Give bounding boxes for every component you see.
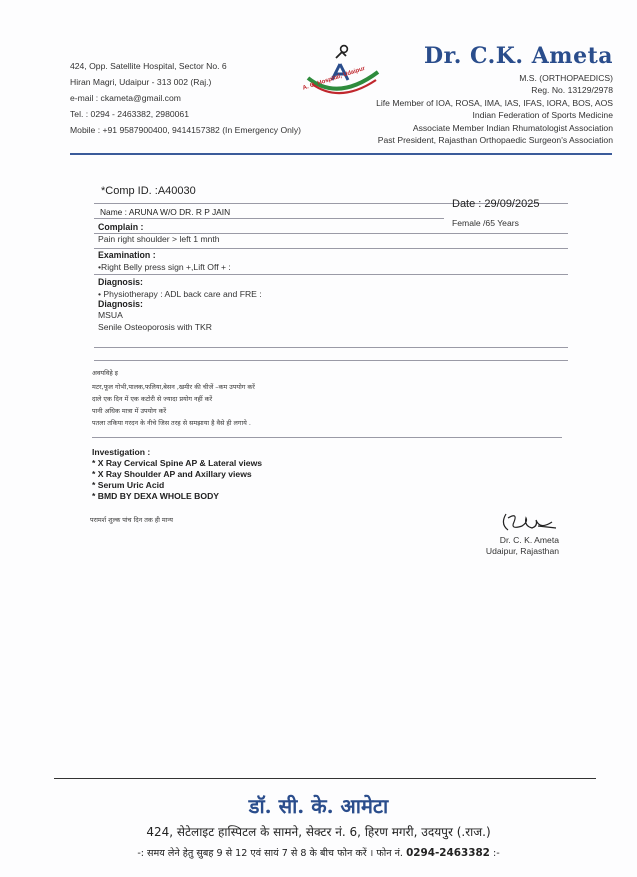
divider bbox=[92, 437, 562, 438]
qualification-line: Life Member of IOA, ROSA, IMA, IAS, IFAS, IORA, BOS, AOS bbox=[376, 97, 613, 108]
header-divider bbox=[70, 153, 612, 155]
signer-place: Udaipur, Rajasthan bbox=[485, 546, 559, 556]
phone-line: Tel. : 0294 - 2463382, 2980061 bbox=[70, 109, 189, 119]
mobile-line: Mobile : +91 9587900400, 9414157382 (In Emergency Only) bbox=[70, 125, 301, 135]
patient-gender-age: Female /65 Years bbox=[452, 218, 519, 228]
signature-image bbox=[478, 508, 558, 536]
diagnosis-text: • Physiotherapy : ADL back care and FRE : bbox=[98, 289, 262, 299]
examination-text: •Right Belly press sign +,Lift Off + : bbox=[98, 262, 231, 272]
clinic-address bbox=[70, 58, 301, 138]
advice-line: दाले एक दिन में एक कटोरी से ज्यादा प्रयोग नहीं करें bbox=[92, 395, 213, 403]
footer-timing bbox=[0, 846, 637, 859]
divider bbox=[94, 274, 568, 275]
diagnosis-line: MSUA bbox=[98, 310, 123, 320]
qualification-line: M.S. (ORTHOPAEDICS) bbox=[519, 73, 613, 83]
investigation-item: * Serum Uric Acid bbox=[92, 480, 165, 490]
doctor-qualifications bbox=[376, 72, 613, 146]
qualification-line: Indian Federation of Sports Medicine bbox=[472, 110, 613, 121]
email-line: e-mail : ckameta@gmail.com bbox=[70, 93, 181, 103]
divider bbox=[94, 360, 568, 361]
footer-address: 424, सेटेलाइट हास्पिटल के सामने, सेक्टर नं. 6, हिरण मगरी, उदयपुर (.राज.) bbox=[146, 825, 491, 839]
complain-text: Pain right shoulder > left 1 mnth bbox=[98, 234, 220, 244]
footer-timing-end: :- bbox=[492, 848, 500, 859]
signer-name: Dr. C. K. Ameta bbox=[499, 535, 559, 545]
diagnosis-line: Senile Osteoporosis with TKR bbox=[98, 322, 212, 332]
doctor-name: Dr. C.K. Ameta bbox=[424, 43, 613, 69]
divider bbox=[94, 218, 444, 219]
footer-phone: 0294-2463382 bbox=[406, 847, 490, 859]
signer-block bbox=[486, 535, 559, 557]
fee-validity-note: परामर्श शुल्क पांच दिन तक ही मान्य bbox=[90, 516, 173, 524]
divider bbox=[94, 347, 568, 348]
diagnosis-label: Diagnosis: bbox=[98, 277, 143, 287]
qualification-line: Reg. No. 13129/2978 bbox=[531, 85, 613, 96]
investigation-item: * BMD BY DEXA WHOLE BODY bbox=[92, 491, 220, 501]
divider bbox=[94, 248, 568, 249]
divider bbox=[94, 233, 568, 234]
address-line: 424, Opp. Satellite Hospital, Sector No. 6 bbox=[70, 61, 227, 71]
complain-label: Complain : bbox=[98, 222, 144, 232]
comp-id: *Comp ID. :A40030 bbox=[101, 185, 196, 197]
advice-line: पानी अधिक मात्रा में उपयोग करें bbox=[92, 407, 167, 415]
investigation-label: Investigation : bbox=[92, 447, 151, 457]
patient-name: Name : ARUNA W/O DR. R P JAIN bbox=[100, 207, 231, 217]
investigation-item: * X Ray Cervical Spine AP & Lateral views bbox=[92, 458, 263, 468]
footer-timing-text: -: समय लेने हेतु सुबह 9 से 12 एवं सायं 7 से 8 के बीच फोन करें । फोन नं. bbox=[137, 848, 403, 859]
advice-line: मटर,फूल गोभी,पालक,फलिया,बेसन ,खमीर की चीजें –कम उपयोग करें bbox=[92, 383, 255, 391]
diagnosis-label-2: Diagnosis: bbox=[98, 299, 143, 309]
examination-label: Examination : bbox=[98, 250, 156, 260]
address-line: Hiran Magri, Udaipur - 313 002 (Raj.) bbox=[70, 77, 212, 87]
advice-line: पतला तकिया गरदन के नीचे जिस तरह से समझाया है वैसे ही लगाये . bbox=[92, 419, 251, 427]
qualification-line: Associate Member Indian Rhumatologist Association bbox=[412, 122, 613, 133]
logo-text: A. O. Hospital, Udaipur bbox=[302, 65, 366, 92]
visit-date: Date : 29/09/2025 bbox=[452, 198, 540, 210]
advice-heading: अवयविहे इ bbox=[92, 369, 118, 377]
qualification-line: Past President, Rajasthan Orthopaedic Surgeon's Association bbox=[377, 135, 613, 146]
investigation-item: * X Ray Shoulder AP and Axillary views bbox=[92, 469, 252, 479]
footer-doctor-name: डॉ. सी. के. आमेटा bbox=[248, 794, 389, 818]
footer-divider bbox=[54, 778, 596, 779]
